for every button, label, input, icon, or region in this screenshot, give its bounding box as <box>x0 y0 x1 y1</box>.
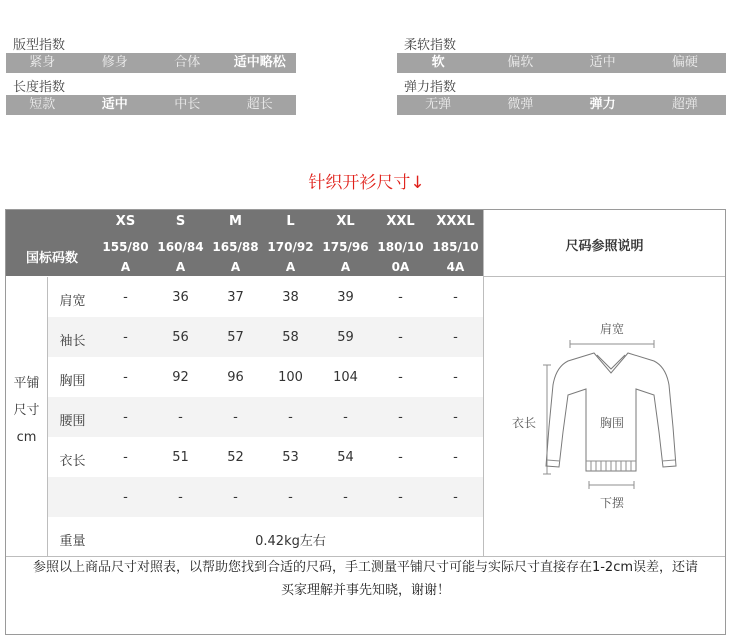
national-size: 155/80 A <box>102 240 149 274</box>
table-cell: - <box>123 330 128 345</box>
fit-option: 修身 <box>101 55 128 70</box>
national-size: 185/10 4A <box>432 240 479 274</box>
sweater-diagram <box>484 277 725 556</box>
national-size: 160/84 A <box>157 240 204 274</box>
weight-value: 0.42kg左右 <box>255 534 326 549</box>
table-cell: - <box>288 410 293 425</box>
table-cell: - <box>453 450 458 465</box>
divider <box>47 277 48 556</box>
size-label: M <box>229 214 242 229</box>
size-label: S <box>175 214 186 229</box>
table-cell: - <box>178 410 183 425</box>
table-cell: - <box>123 290 128 305</box>
table-cell: 52 <box>227 450 244 465</box>
table-cell: - <box>453 330 458 345</box>
table-cell: - <box>123 490 128 505</box>
row-label: 衣长 <box>59 454 86 469</box>
size-label: XS <box>115 214 136 229</box>
national-size-label: 国标码数 <box>25 251 78 266</box>
table-cell: - <box>398 330 403 345</box>
softness-index-bar <box>397 53 726 73</box>
size-label: L <box>286 214 295 229</box>
length-label: 衣长 <box>511 416 537 430</box>
elasticity-option: 无弹 <box>425 97 452 112</box>
table-cell: - <box>398 490 403 505</box>
softness-option-selected: 软 <box>431 55 445 70</box>
national-size: 165/88 A <box>212 240 259 274</box>
fit-option: 合体 <box>174 55 201 70</box>
table-cell: - <box>398 370 403 385</box>
table-cell: - <box>343 410 348 425</box>
table-cell: 37 <box>227 290 244 305</box>
weight-label: 重量 <box>59 534 86 549</box>
elasticity-index-bar <box>397 95 726 115</box>
softness-index-title: 柔软指数 <box>404 38 457 53</box>
table-cell: 59 <box>337 330 354 345</box>
softness-option: 偏硬 <box>671 55 698 70</box>
table-cell: 92 <box>172 370 189 385</box>
table-cell: 51 <box>172 450 189 465</box>
flat-size-label: 平铺 尺寸 cm <box>13 376 40 445</box>
table-cell: - <box>453 490 458 505</box>
table-cell: 96 <box>227 370 244 385</box>
table-cell: - <box>453 290 458 305</box>
table-cell: - <box>288 490 293 505</box>
table-cell: 100 <box>278 370 303 385</box>
page-title: 针织开衫尺寸↓ <box>308 173 425 193</box>
national-size: 180/10 0A <box>377 240 424 274</box>
size-table <box>5 209 726 635</box>
size-label: XXL <box>386 214 415 229</box>
row-label: 胸围 <box>59 374 86 389</box>
length-option: 短款 <box>29 97 56 112</box>
size-reference-title: 尺码参照说明 <box>565 239 644 254</box>
length-option: 超长 <box>246 97 273 112</box>
size-note: 参照以上商品尺寸对照表，以帮助您找到合适的尺码，手工测量平铺尺寸可能与实际尺寸直接存在1-2cm误差，还请 买家理解并事先知晓，谢谢！ <box>32 560 699 598</box>
table-cell: 56 <box>172 330 189 345</box>
size-label: XL <box>336 214 355 229</box>
fit-index-bar <box>6 53 296 73</box>
table-cell: - <box>123 410 128 425</box>
table-cell: 39 <box>337 290 354 305</box>
chest-label: 胸围 <box>599 416 625 430</box>
table-cell: - <box>343 490 348 505</box>
table-cell: - <box>453 370 458 385</box>
table-cell: - <box>123 450 128 465</box>
length-index-title: 长度指数 <box>13 80 66 95</box>
hem-label: 下摆 <box>599 496 625 510</box>
elasticity-option: 微弹 <box>507 97 534 112</box>
fit-option: 紧身 <box>29 55 56 70</box>
length-index-bar <box>6 95 296 115</box>
table-cell: - <box>233 490 238 505</box>
shoulder-label: 肩宽 <box>599 322 625 336</box>
table-cell: 36 <box>172 290 189 305</box>
size-label: XXXL <box>436 214 475 229</box>
national-size: 170/92 A <box>267 240 314 274</box>
table-cell: - <box>398 450 403 465</box>
table-cell: - <box>123 370 128 385</box>
softness-option: 适中 <box>589 55 616 70</box>
table-cell: - <box>233 410 238 425</box>
length-option: 中长 <box>174 97 201 112</box>
fit-index-title: 版型指数 <box>13 38 66 53</box>
elasticity-option: 超弹 <box>671 97 698 112</box>
row-label: 袖长 <box>59 334 86 349</box>
table-cell: - <box>398 410 403 425</box>
table-cell: 57 <box>227 330 244 345</box>
table-cell: 53 <box>282 450 299 465</box>
length-option-selected: 适中 <box>101 97 128 112</box>
table-cell: - <box>178 490 183 505</box>
national-size: 175/96 A <box>322 240 369 274</box>
table-cell: 58 <box>282 330 299 345</box>
table-cell: - <box>398 290 403 305</box>
row-label: 肩宽 <box>59 294 86 309</box>
elasticity-option-selected: 弹力 <box>589 97 616 112</box>
table-cell: 54 <box>337 450 354 465</box>
sweater-outline <box>546 353 676 471</box>
row-label: 腰围 <box>59 414 86 429</box>
softness-option: 偏软 <box>507 55 534 70</box>
elasticity-index-title: 弹力指数 <box>404 80 457 95</box>
table-cell: 104 <box>333 370 358 385</box>
fit-option-selected: 适中略松 <box>233 55 286 70</box>
table-cell: 38 <box>282 290 299 305</box>
table-cell: - <box>453 410 458 425</box>
